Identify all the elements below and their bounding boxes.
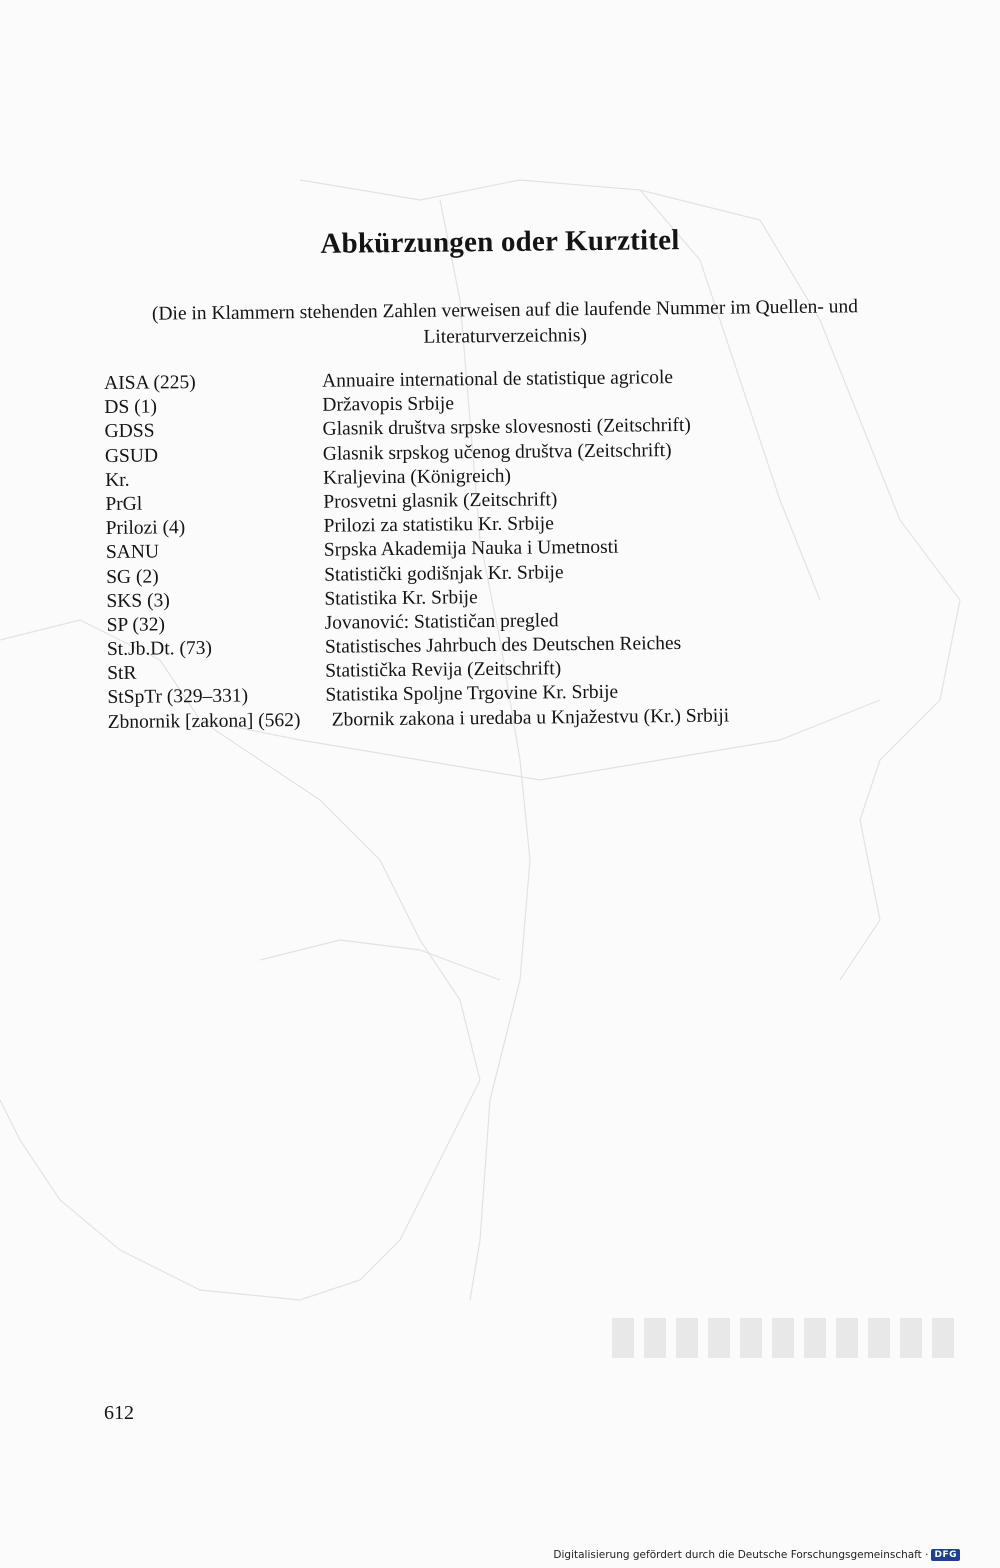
- abbreviation: StSpTr (329–331): [107, 685, 249, 709]
- page-number: 612: [104, 1402, 134, 1424]
- abbreviation-expansion: Kraljevina (Königreich): [323, 465, 512, 489]
- abbreviation: DS (1): [104, 396, 158, 419]
- abbreviation: AISA (225): [104, 372, 196, 394]
- abbreviation-expansion: Prilozi za statistiku Kr. Srbije: [323, 513, 554, 537]
- subtitle-line-2: Literaturverzeichnis): [423, 325, 588, 348]
- abbreviation-expansion: Statistika Spoljne Trgovine Kr. Srbije: [325, 682, 619, 707]
- abbreviation: Kr.: [105, 469, 130, 491]
- abbreviation-expansion: Statistisches Jahrbuch des Deutschen Reiches: [324, 633, 682, 658]
- abbreviation: SKS (3): [106, 590, 170, 612]
- page-subtitle: [100, 294, 911, 354]
- abbreviation: StR: [107, 662, 137, 685]
- abbreviation: SANU: [105, 541, 160, 564]
- digitization-footer: [553, 1549, 960, 1561]
- page-title: Abkürzungen oder Kurztitel: [320, 224, 680, 260]
- abbreviation: PrGl: [105, 493, 143, 515]
- abbreviation-list: [104, 365, 808, 735]
- abbreviation-expansion: Annuaire international de statistique agricole: [321, 367, 674, 392]
- subtitle-line-1: (Die in Klammern stehenden Zahlen verweisen auf die laufende Nummer im Quellen- und: [151, 296, 859, 325]
- abbreviation: GSUD: [104, 445, 159, 467]
- abbreviation-expansion: Srpska Akademija Nauka i Umetnosti: [323, 536, 619, 562]
- abbreviation-expansion: Glasnik srpskog učenog društva (Zeitschrift): [322, 439, 672, 465]
- abbreviation-expansion: Statistička Revija (Zeitschrift): [325, 658, 562, 682]
- abbreviation-expansion: Glasnik društva srpske slovesnosti (Zeitschrift): [322, 415, 691, 441]
- dfg-logo: DFG: [931, 1549, 960, 1561]
- abbreviation: Prilozi (4): [105, 517, 186, 540]
- abbreviation: GDSS: [104, 420, 155, 443]
- footer-credit: Digitalisierung gefördert durch die Deutsche Forschungsgemeinschaft ·: [553, 1549, 929, 1561]
- abbreviation: SG (2): [106, 565, 159, 588]
- abbreviation-expansion: Jovanović: Statističan pregled: [324, 610, 559, 634]
- abbreviation-expansion: Zbornik zakona i uredaba u Knjažestvu (Kr.) Srbiji: [331, 705, 730, 731]
- abbreviation: St.Jb.Dt. (73): [106, 637, 213, 661]
- abbreviation-expansion: Državopis Srbije: [322, 393, 455, 416]
- abbreviation: Zbnornik [zakona] (562): [107, 709, 301, 733]
- abbreviation-expansion: Prosvetni glasnik (Zeitschrift): [323, 489, 558, 513]
- abbreviation-expansion: Statistički godišnjak Kr. Srbije: [324, 561, 564, 586]
- abbreviation-expansion: Statistika Kr. Srbije: [324, 586, 478, 610]
- abbreviation: SP (32): [106, 614, 166, 636]
